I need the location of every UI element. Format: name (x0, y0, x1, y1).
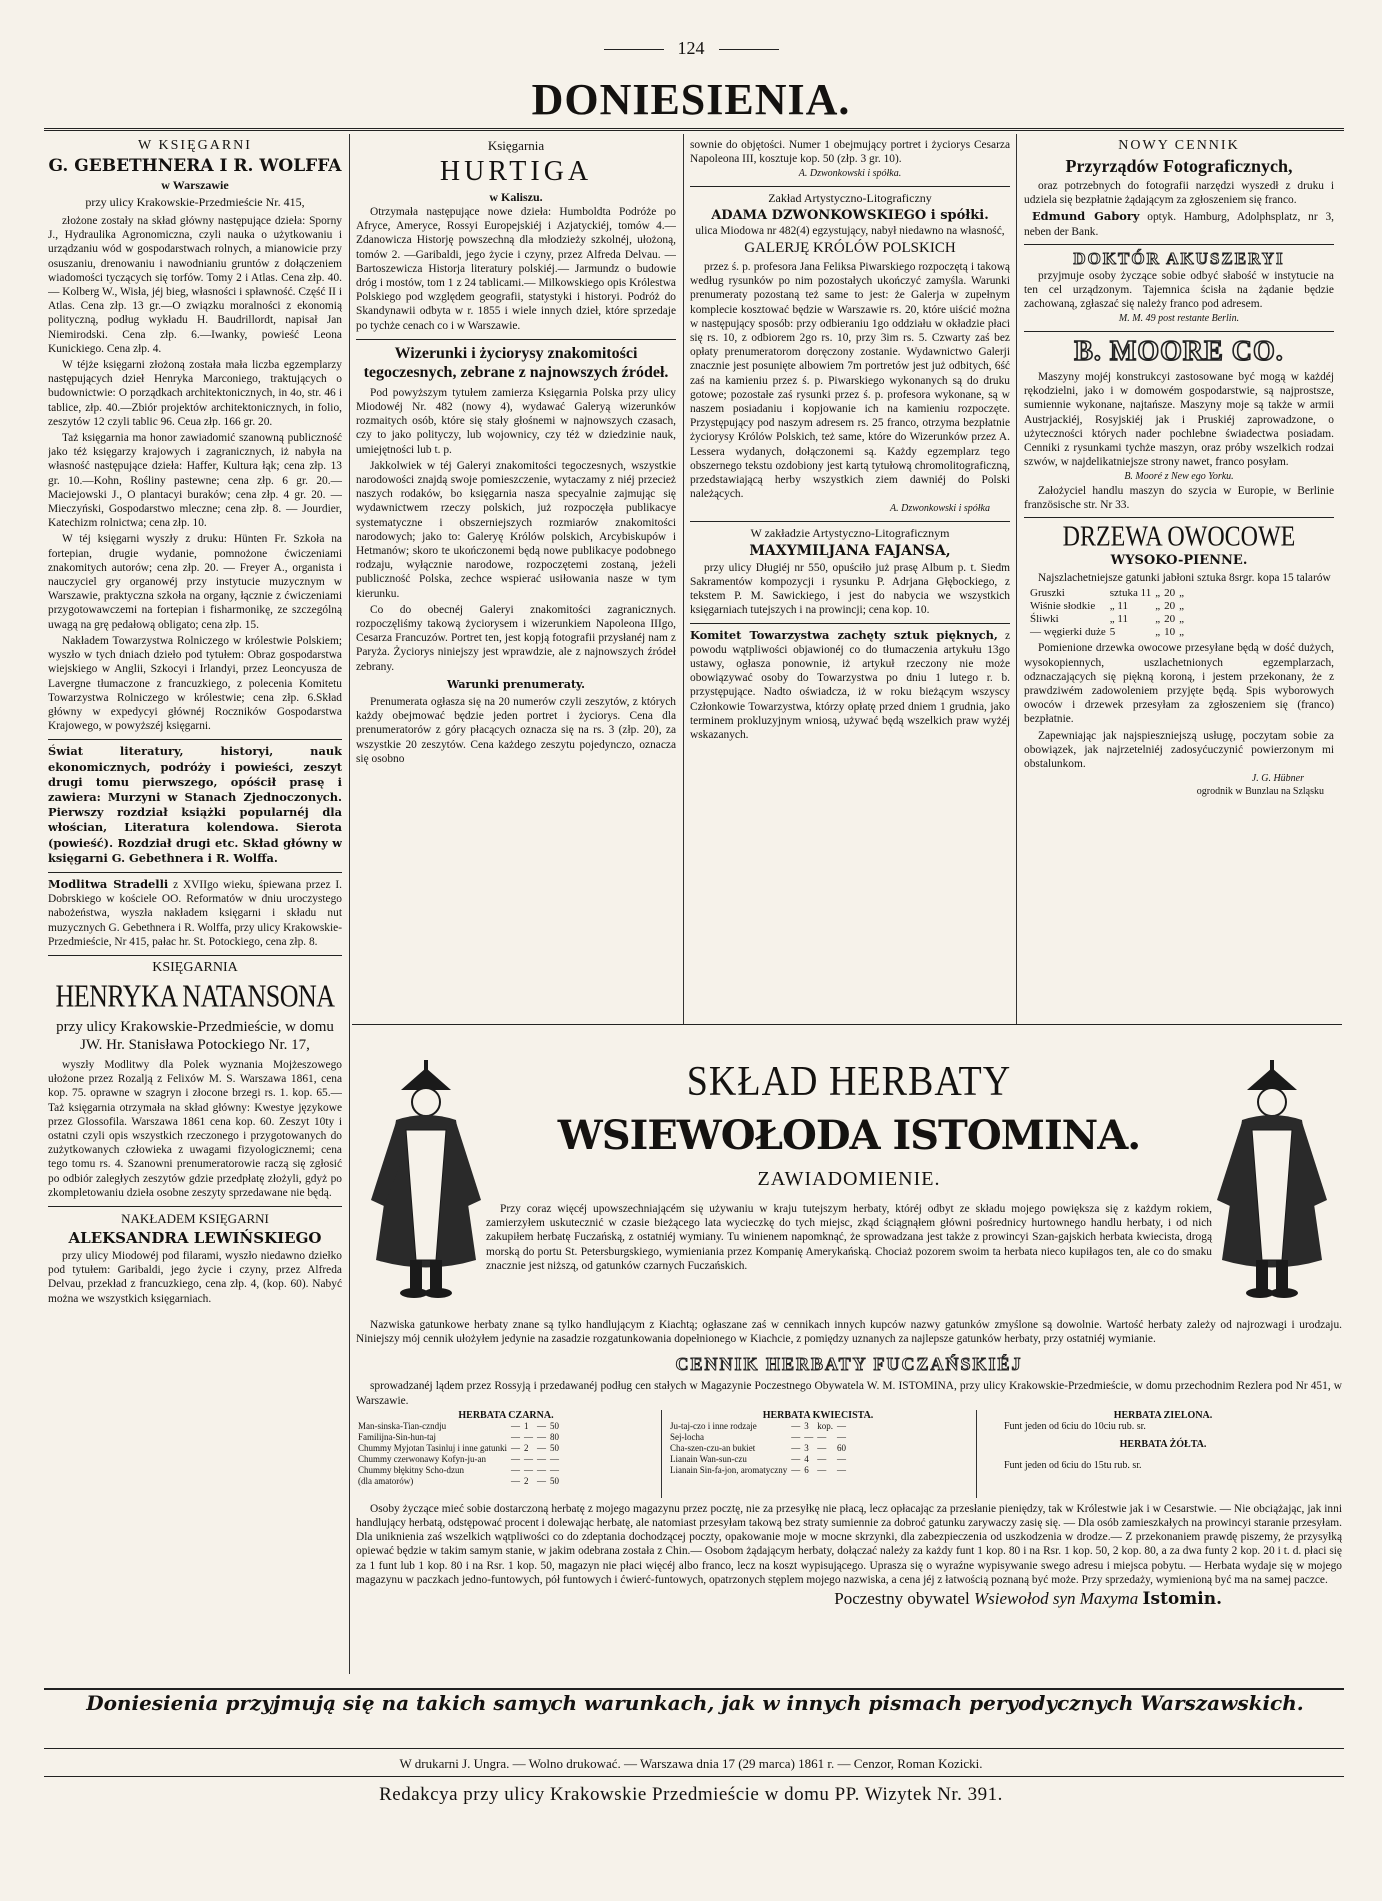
price-cell: „ (1155, 587, 1161, 600)
footer-notice: Doniesienia przyjmują się na takich samych warunkach, jak w innych pismach peryodycznych Warszawskich. (86, 1691, 1304, 1715)
price-cell: 50 (549, 1442, 559, 1453)
signature-surname: Istomin. (1142, 1589, 1222, 1610)
tea-price-row (356, 1432, 561, 1443)
price-item-name: Cha-szen-czu-an bukiet (670, 1442, 756, 1453)
fruit-price-row (1028, 600, 1186, 613)
price-item-name: Man-sinska-Tian-czndju (358, 1420, 447, 1431)
price-cell: — (523, 1453, 533, 1464)
column-4 (1024, 138, 1334, 1018)
price-cell: — (791, 1420, 801, 1431)
price-cell: 20 (1164, 613, 1176, 626)
advert-heading: DRZEWA OWOCOWE (1062, 521, 1296, 553)
price-cell: — (836, 1431, 846, 1442)
advert-fajans (690, 526, 1010, 618)
column-rule (349, 1024, 350, 1674)
price-cell: 2 (523, 1475, 529, 1486)
advert-text: Świat literatury, historyi, nauk ekonomicznych, podróży i powieści, zeszyt drugi tomu pierwszego, opóścił prasę i zawiera: Murzyni w Stanach Zjednoczonych. Pierwszy rozdział książki popularnéj dla włościan, Literatura kolendowa. Sierota (powieść). Rozdział drugi etc. Skład główny w księgarni G. Gebethnera i R. Wolffa. (48, 744, 342, 865)
advert-heading: W zakładzie Artystyczno-Litograficznym (750, 525, 950, 540)
price-item-name: Chummy czerwonawy Kofyn-ju-an (358, 1453, 486, 1464)
price-cell: „ (1155, 600, 1161, 613)
advert-hubner (1024, 521, 1334, 798)
tea-price-row (668, 1432, 848, 1443)
tea-price-row (356, 1421, 561, 1432)
header-rule (44, 128, 1344, 131)
price-cell: — (510, 1442, 520, 1453)
tea-green-heading: HERBATA ZIELONA. (1113, 1409, 1213, 1421)
price-item-name: (dla amatorów) (358, 1475, 414, 1486)
chinese-figure-right-illustration (1212, 1060, 1332, 1300)
advert-doktor (1024, 249, 1334, 326)
price-item-name: Lianain Sin-fa-jon, aromatyczny (670, 1464, 788, 1475)
price-list-title: CENNIK HERBATY FUCZAŃSKIÉJ (675, 1354, 1023, 1375)
advert-signature: B. Mooré z New ego Yorku. (1124, 471, 1234, 483)
page-number (0, 38, 1382, 59)
tea-yellow-price: Funt jeden od 6ciu do 15tu rub. sr. (1004, 1460, 1142, 1472)
advert-city: w Warszawie (161, 178, 229, 192)
price-item-name: Chummy Myjotan Tasinluj i inne gatunki (358, 1442, 507, 1453)
price-item-name: Lianain Wan-sun-czu (670, 1453, 747, 1464)
tea-price-tables (356, 1410, 1342, 1502)
advert-text: Nazwiska gatunkowe herbaty znane są tylko handlującym z Kiachtą; ogłaszane zaś w cennikach innych kupców nazwy gatunków zmyślone są dowolnie. Wartość herbaty zależy od najrozwagi i urodzaju. Niniejszy mój cennik ułożyłem jedynie na zasadzie rozgatunkowania dopełnionego w Kiachcie, z pomiędzy uznanych za najlepsze gatunków herbaty, przy ostatniéj wymianie. (356, 1319, 1342, 1346)
advert-heading: KSIĘGARNIA (152, 959, 238, 975)
price-cell: 50 (549, 1475, 559, 1486)
footer-rule (44, 1748, 1344, 1749)
price-cell: — (510, 1464, 520, 1475)
price-cell: — (549, 1464, 559, 1475)
price-item-name: Chummy błękitny Scho-dzun (358, 1464, 464, 1475)
price-cell: „ 11 (1109, 600, 1128, 613)
price-cell: — (791, 1442, 801, 1453)
footer-rule (44, 1776, 1344, 1777)
tea-price-row (356, 1454, 561, 1465)
advert-heading: W KSIĘGARNI (138, 138, 252, 153)
advert-signature: A. Dzwonkowski i spółka. (798, 168, 902, 180)
advert-text: przy ulicy Długiéj nr 550, opuściło już prasę Album p. t. Siedm Sakramentów kompozycji i rysunku P. Adrjana Głębockiego, z tekstem P. M. Sawickiego, i jest do nabycia we wszystkich księgarniach tutejszych i na prowincji; cena kop. 10. (690, 561, 1010, 617)
advert-signature: M. M. 49 post restante Berlin. (1118, 313, 1240, 325)
advert-text (1024, 209, 1334, 238)
price-cell: — (836, 1420, 846, 1431)
signature-name: Wsiewołod syn Maxyma (973, 1589, 1139, 1609)
advert-moore (1024, 336, 1334, 512)
footer-printer: W drukarni J. Ungra. — Wolno drukować. — Warszawa dnia 17 (29 marca) 1861 r. — Cenzor, Roman Kozicki. (399, 1756, 983, 1771)
column-rule (349, 134, 350, 1024)
price-cell: — (536, 1475, 546, 1486)
price-cell: — (536, 1464, 546, 1475)
column-rule (1016, 134, 1017, 1024)
advert-firm: HURTIGA (439, 156, 593, 187)
advert-subheading: ZAWIADOMIENIE. (757, 1168, 941, 1190)
tea-black-heading: HERBATA CZARNA. (458, 1409, 554, 1421)
price-cell: — (804, 1431, 814, 1442)
footer-rule (44, 1688, 1344, 1690)
column-rule (683, 134, 684, 1024)
advert-gebethner (48, 138, 342, 733)
advert-firm: B. MOORE CO. (1074, 335, 1284, 367)
tea-price-row (356, 1443, 561, 1454)
advert-text: przez ś. p. profesora Jana Feliksa Piwarskiego rozpoczętą i takową według rysunków po nim pozostałych ukończyć zamyśla. Warunki prenumeraty pozostaną też same to jest: że Galerja w zupełnym komplecie kosztować będzie w Warszawie rs. 20, które uiścić można w następujący sposób: przy odbieraniu 1go oddziału w okładzie płaci się rs. 10, z odbiorem 2go rs. 10, przy 3im rs. 5. Czwarty zaś bez opłaty prenumeratorom doręczony zostanie. Wydawnictwo Galerji znacznie jest posunięte albowiem 7m portretów jest już odbitych, 6ść zaś na kamieniu przez ś. p. Piwarskiego wykonanych są do druku gotowe; pozostałe zaś rysunki przez ś. p. profesora wykonane, są w naszem posiadaniu i kopjowanie ich na kamieniu rozpoczęte. Przystępujący pod naszym adresem rs. 25 franco, otrzyma bezpłatnie życiorysy Królów Polskich, też same, które do Wizerunków przez A. Lessera wydanych, dołączonemi są. Każdy egzemplarz tego obszernego tekstu ozdobiony jest kartą tytułową chromolitograficzną, przedstawiającą herby wszystkich ziem dawniéj do Polski należących. (690, 260, 1010, 501)
advert-text: Przy coraz więcéj upowszechniającém się używaniu w kraju tutejszym herbaty, któréj odbyt ze składu mojego powiększa się z każdym rokiem, zamierzyłem uskutecznić w czasie bieżącego lata wycieczkę do tych miejsc, zkąd ściągnąłem główni pośrednicy hurtownego handlu herbaty, i od nich zakupiłem herbatę Fuczańską, z ostatniéj wymiany. Tu winienem napomknąć, że sprowadzana jest także z prowincyi Szan-gajskich herbata kwiecista, drogą morską do portu St. Petersburgskiego, wymieniania przez Kompanię Amerykańską. Chociaż pozorem swoim ta herbata nieco kupiłagos ten, ale co do smaku znacznie jest niższą, od gatunków czarnych Fuczańskich. (486, 1203, 1212, 1272)
advert-text: Najszlachetniejsze gatunki jabłoni sztuka 8srgr. kopa 15 talarów (1038, 572, 1331, 585)
advert-hurtig (356, 138, 676, 333)
price-cell: 20 (1164, 587, 1176, 600)
advert-signature: J. G. Hübner (1251, 773, 1304, 785)
advert-heading: SKŁAD HERBATY (686, 1058, 1012, 1106)
advert-subheading: Warunki prenumeraty. (446, 677, 586, 691)
column-2 (356, 138, 676, 1018)
price-cell: „ (1179, 600, 1184, 613)
price-cell: „ (1179, 587, 1184, 600)
price-cell: — (536, 1420, 546, 1431)
price-cell: — (510, 1453, 520, 1464)
fruit-price-row (1028, 587, 1186, 600)
advert-heading: Wizerunki i życiorysy znakomitości tegoczesnych, zebrane z najnowszych źródeł. (363, 344, 669, 381)
advert-text: przyjmuje osoby życzące sobie odbyć słabość w instytucie na ten cel urządzonym. Tajemnica ścisła na żądanie będzie zachowaną, zgłaszać się należy franco pod adresem. (1024, 269, 1334, 311)
price-cell: — (549, 1453, 559, 1464)
price-item-name: Ju-taj-czo i inne rodzaje (670, 1420, 757, 1431)
price-cell: — (817, 1453, 827, 1464)
tea-price-row (668, 1421, 848, 1432)
advert-address: przy ulicy Krakowskie-Przedmieście Nr. 415, (85, 195, 305, 209)
advert-heading: NAKŁADEM KSIĘGARNI (121, 1210, 269, 1226)
advert-text: Założyciel handlu maszyn do szycia w Europie, w Berlinie französische str. Nr 33. (1024, 484, 1334, 512)
advert-address: przy ulicy Krakowskie-Przedmieście, w domu JW. Hr. Stanisława Potockiego Nr. 17, (56, 1018, 334, 1053)
advert-text: W téjże księgarni złożoną została mała liczba egzemplarzy następujących dzieł Henryka Marconiego, traktujących o budownictwie: O porządkach architektonicznych, in 4o, str. 46 i tablice, złp. 40.—Zbiór projektów architektonicznych, in folio, zeszytów 12 czyli tablic 96. Ceua złp. 166 gr. 20. (48, 359, 342, 428)
advert-text: Pomienione drzewka owocowe przesyłane będą w dość dużych, wysokopiennych, uszlachetnionych egzemplarzach, odznaczających się piękną koroną, i jestem przekonany, że z prawdziwém zadowoleniem przyjęte będą. Spis wyborowych owoców i drzewek przesyłam za zgłoszeniem się (franco) bezpłatnie. (1024, 642, 1334, 726)
advert-text: wyszły Modlitwy dla Polek wyznania Mojżeszowego ułożone przez Rozalją z Felixów M. S. Warszawa 1861, cena kop. 75. oprawne w szagryn i złocone brzegi rs. 1. kop. 65.— Taż księgarnia otrzymała na skład główny: Kwestye językowe przez Glossofila. Warszawa 1861 cena kop. 60. Zeszyt 10ty i ostatni czyli opis wszystkich rzeczonego i przygotowanych do zużytkowanych człowieka z uwagami fizyologicznemi; cena tego tomu rs. 4. Szanowni prenumeratorowie raczą się zgłosić po odbiór zaległych zeszytów gdzie przedpłatę złożyli, gdyż po zkompletowaniu dzieła osobne zeszyty sprzedawane nie będą. (48, 1058, 342, 1199)
advert-wizerunki (356, 344, 676, 766)
price-cell: 5 (1109, 626, 1116, 639)
price-cell: kop. (817, 1420, 833, 1431)
price-cell: 6 (804, 1464, 809, 1475)
price-cell: — (817, 1431, 827, 1442)
price-cell: „ 11 (1109, 613, 1128, 626)
advert-text: Jakkolwiek w téj Galeryi znakomitości tegoczesnych, wszystkie narodowości znajdą swoje pomieszczenie, wytaczamy z niéj przecież naszych rodaków, bo księgarnia nasza specyalnie zajmując się wydawnictwem rzeczy polskich, już rozpoczęła publikacye systematyczne i obszerniejszych rozmiarów znakomitości narodowych; jako to: Galeryę Królów polskich, Arcybiskupów i Hetmanów; skoro te ukończonemi będą nowe publikacye podobnego rodzaju, wyłącznie narodowe, rozpoczętemi zostaną, jeżeli publiczność Polska, zechce wspierać usiłowania nasze w tym kierunku. (356, 459, 676, 600)
advert-city: w Kaliszu. (489, 190, 543, 204)
advert-firm: HENRYKA NATANSONA (55, 978, 335, 1014)
price-item-name: — węgierki duże (1030, 626, 1106, 639)
page-title: DONIESIENIA. (531, 75, 851, 124)
price-cell: 60 (836, 1442, 846, 1453)
advert-firm: ADAMA DZWONKOWSKIEGO i spółki. (711, 207, 989, 223)
advert-text: z powodu wątpliwości objawionéj co do tłumaczenia artykułu 13go ustawy, ogłasza ponownie, iż artykuł rzeczony nie może obowiązywać osoby do Towarzystwa po dniu 1 lutego r. b. przystępujące. Nadto oświadcza, iż w roku bieżącym wszyscy Członkowie Towarzystwa, którzy opłatę przed dniem 1 grudnia, jako terminem prokluzyjnym wniosą, używać będą wszelkich praw wyżéj wskazanych. (690, 629, 1010, 742)
tea-price-row (668, 1443, 848, 1454)
price-cell: — (536, 1442, 546, 1453)
advert-firm: MAXYMILJANA FAJANSA, (749, 542, 951, 559)
price-item-name: Sej-locha (670, 1431, 704, 1442)
advert-text: Nakładem Towarzystwa Rolniczego w królestwie Polskiem; wyszło w tych dniach dzieło pod tytułem: Obraz gospodarstwa wiejskiego w Anglii, Szkocyi i Irlandyi, przez Leoncyusza de Lavergne tłumaczone z francuzkiego, z polecenia Komitetu Towarzystwa Rolniczego w królestwie; cena złp. 6.Skład główny w expedycyi głównéj Roczników Gospodarstwa Krajowego, w powyższéj księgarni. (48, 634, 342, 733)
advert-text: Pod powyższym tytułem zamierza Księgarnia Polska przy ulicy Miodowéj Nr. 482 (nowy 4), wydawać Galeryą wizerunków rozmaitych osób, które się stały głośnemi w najnowszych czasach, czy to jako polityczy, lub wojownicy, czy téż w dziedzinie nauk, umiejętności lub t. p. (356, 386, 676, 456)
fruit-price-table (1028, 587, 1186, 639)
footer-editor: Redakcya przy ulicy Krakowskie Przedmieście w domu PP. Wizytek Nr. 391. (379, 1784, 1003, 1805)
price-cell: 1 (523, 1420, 529, 1431)
advert-text: z XVIIgo wieku, śpiewana przez I. Dobrskiego w kościele OO. Reformatów w dniu uroczystego nabożeństwa, wyszła nakładem księgarni i składu nut muzycznych G. Gebethnera i R. Wolffa, przy ulicy Krakowskie-Przedmieście, Nr 415, pałac hr. St. Potockiego, cena złp. 8. (48, 878, 342, 948)
advert-heading: Zakład Artystyczno-Litograficzny (768, 190, 932, 205)
price-cell: — (836, 1453, 846, 1464)
price-cell: — (791, 1431, 801, 1442)
advert-natanson (48, 960, 342, 1200)
price-cell: 10 (1164, 626, 1176, 639)
price-item-name: Gruszki (1030, 587, 1065, 600)
advert-swiat (48, 744, 342, 866)
advert-text: sownie do objętości. Numer 1 obejmujący portret i życiorys Cesarza Napoleona III, kosztuje kop. 50 (złp. 3 gr. 10). (690, 139, 1010, 166)
advert-gabory (1024, 138, 1334, 239)
tea-price-row (356, 1476, 561, 1487)
advert-komitet (690, 628, 1010, 743)
chinese-figure-left-illustration (366, 1060, 486, 1300)
price-item-name: Śliwki (1030, 613, 1059, 626)
price-cell: 4 (804, 1453, 809, 1464)
advert-text: przy ulicy Miodowéj pod filarami, wyszło niedawno dziełko pod tytułem: Garibaldi, jego życie i czyny, przez Alfreda Delvau, przekład z francuzkiego, cena złp. 4, (kop. 60). Nabyć można we wszystkich księgarniach. (48, 1249, 342, 1305)
tea-black-table (356, 1421, 561, 1487)
advert-firm: ALEKSANDRA LEWIŃSKIEGO (68, 1228, 322, 1247)
advert-firm: WSIEWOŁODA ISTOMINA. (557, 1112, 1141, 1159)
advert-subheading: WYSOKO-PIENNE. (1110, 553, 1248, 569)
advert-text: Zapewniając jak najspieszniejszą usługę, poczytam sobie za obowiązek, jak najrzetelniéj zadosyćuczynić powierzonym mi obstalunkom. (1024, 729, 1334, 771)
tea-flower-table (668, 1421, 848, 1476)
price-cell: — (791, 1464, 801, 1475)
advert-heading: Księgarnia (487, 138, 545, 153)
price-cell: — (510, 1420, 520, 1431)
price-item-name: Familijna-Sin-hun-taj (358, 1431, 436, 1442)
advert-text: Taż księgarnia ma honor zawiadomić szanowną publiczność jako téż księgarzy krajowych i zagranicznych, iż nabyła na własność następujące dzieła: Haffer, Kultura łąk; cena złp. 13 gr. 10.—Kohn, Rośliny pastewne; cena złp. 6 gr. 20.—Maciejowski J., O plantacyi buraków; cena złp. 4 gr. 20. — Mieczyński, Gospodarstwo mleczne; cena złp. 8. — Jourdier, Katechizm rolnictwa; cena złp. 10. (48, 432, 342, 530)
price-cell: sztuka 11 (1109, 587, 1152, 600)
fruit-price-row (1028, 626, 1186, 639)
advert-heading: DOKTÓR AKUSZERYI (1073, 248, 1285, 268)
advert-address: optyk. Hamburg, Adolphsplatz, nr 3, neben der Bank. (1024, 211, 1334, 238)
price-item-name: Wiśnie słodkie (1030, 600, 1096, 613)
advert-lead: Komitet Towarzystwa zachęty sztuk pięknych, (690, 627, 998, 642)
advert-istomin (356, 1030, 1342, 1680)
tea-price-row (668, 1454, 848, 1465)
advert-firm: G. GEBETHNERA I R. WOLFFA (48, 156, 342, 176)
advert-signature: ogrodnik w Bunzlau na Szląsku (1196, 785, 1324, 797)
advert-signature: A. Dzwonkowski i spółka (890, 503, 990, 515)
advert-modlitwa (48, 877, 342, 949)
tea-flower-heading: HERBATA KWIECISTA. (762, 1409, 874, 1421)
price-cell: „ (1179, 613, 1184, 626)
page-number-text: 124 (677, 38, 705, 58)
tea-price-row (668, 1465, 848, 1476)
price-cell: „ (1155, 613, 1161, 626)
advert-signature (356, 1589, 1342, 1609)
price-cell: 2 (523, 1442, 529, 1453)
advert-text: W téj księgarni wyszły z druku: Hünten Fr. Szkoła na fortepian, drugie wydanie, pomnożone ćwiczeniami znakomitych autorów; cena złp. 20. — Freyer A., organista i nauczyciel gry organowéj przy instytucie muzycznym w Warszawie, praktyczna szkoła na organy, łącznie z ćwiczeniami przygotowawczemi na fortepian i fisharmonikę, ze szczególną uwagą na grę pedałową obligato; cena złp. 15. (48, 533, 342, 631)
price-cell: 3 (804, 1420, 809, 1431)
price-cell: — (791, 1453, 801, 1464)
advert-lead: Modlitwa Stradelli (48, 876, 169, 891)
advert-heading: NOWY CENNIK (1118, 138, 1240, 153)
advert-firm: Przyrządów Fotograficznych, (1065, 156, 1293, 176)
advert-text: Co do obecnéj Galeryi znakomitości zagranicznych. rozpoczęliśmy takową życiorysem i wizerunkiem Napoleona IIIgo, Cesarza Francuzów. Portret ten, jest kopją fotografii przysłanéj nam z Paryża. Życiorys niniejszy jest wprawdzie, ale z najnowszych źródeł zebrany. (356, 603, 676, 673)
advert-name: Edmund Gabory (1032, 209, 1140, 224)
price-cell: „ (1155, 626, 1161, 639)
advert-text: Maszyny mojéj konstrukcyi zastosowane być mogą w każdéj rękodzielni, jako i w domowém gospodarstwie, są najprostsze, sumiennie wykonane, najtańsze. Maszyny moje są także w armii Austrjackiéj, Rosyjskiéj jak i Pruskiéj zaprowadzone, o użyteczności których nader pochlebne świadectwa posiadam. Cenniki z rysunkami tychże maszyn, oraz próby wszelkich rodzai szwów, w najdelikatniejsze strony nawet, franco posyłam. (1024, 370, 1334, 469)
advert-dzwonkowski (690, 191, 1010, 516)
price-cell: — (510, 1475, 520, 1486)
signature-lead: Poczestny obywatel (834, 1589, 970, 1609)
tea-price-row (356, 1465, 561, 1476)
advert-title: GALERJĘ KRÓLÓW POLSKICH (744, 239, 956, 256)
advert-address: ulica Miodowa nr 482(4) egzystujący, nabył niedawno na własność, (695, 224, 1005, 237)
advert-text: złożone zostały na skład główny następujące dzieła: Sporny J., Hydraulika Agronomiczna, czyli nauka o użytkowaniu i urządzaniu wód w gospodarstwach rolnych, a mianowicie przy osuszaniu, drenowaniu i nawodnianiu gruntów z dołączeniem wiadomości tyczących się torfów. Tomy 2 i Atlas. Cena złp. 40.— Kolberg W., Wisła, jéj bieg, własności i spławność. Część II i Atlas. Cena złp. 13 gr.—O związku moralności z ekonomią polityczną, podług wykładu H. Baudrillordt, napisał Jan Niemirodski. Cena złp. 6.—Iwanky, powieść Leona Kunickiego. Cena złp. 4. (48, 215, 342, 355)
price-cell: — (510, 1431, 520, 1442)
price-cell: „ (1179, 626, 1184, 639)
price-cell: — (836, 1464, 846, 1475)
price-cell: — (523, 1431, 533, 1442)
advert-text: Prenumerata ogłasza się na 20 numerów czyli zeszytów, z których każdy obejmować będzie jeden portret i życiorys. Cena dla prenumeratorów z góry płacących oznacza się na rs. 3 (złp. 20), za wszystkie 20 zeszytów. Cena każdego zeszytu pojedynczo, oznacza się osobno (356, 695, 676, 765)
column-1 (48, 138, 342, 1683)
advert-lewinski (48, 1211, 342, 1306)
price-cell: — (536, 1453, 546, 1464)
advert-text: oraz potrzebnych do fotografii narzędzi wyszedł z druku i udziela się bezpłatnie żądającym za zgłoszeniem się franco. (1024, 180, 1334, 207)
section-rule (352, 1024, 1342, 1025)
advert-text: sprowadzanéj lądem przez Rossyją i przedawanéj podług cen stałych w Magazynie Poczestnego Obywatela W. M. ISTOMINA, przy ulicy Krakowskie-Przedmieście, w domu przechodnim Rezlera pod Nr 451, w Warszawie. (356, 1380, 1342, 1407)
price-cell: — (523, 1464, 533, 1475)
price-cell: 3 (804, 1442, 809, 1453)
advert-text: Otrzymała następujące nowe dzieła: Humboldta Podróże po Afryce, Ameryce, Rossyi Europejskiéj i Azjatyckiéj, tomów 4.—Zdanowicza Historję powszechną dla młodzieży szkolnéj, ułożoną, tomów 2. —Garibaldi, jego życie i czyny, przez Alfreda Delvau. — Bartoszewicza Historja literatury polskiéj.— Jarmundz o budowie dróg i mostów, tom 1 z 24 tablicami.— Milkowskiego opis Królestwa Polskiego pod względem geografii, statystyki i historyi. Podróż do Skandynawii odbyta w r. 1855 i wiele innych dzieł, które sprzedaje po tychże cenach co i w Warszawie. (356, 206, 676, 332)
price-cell: — (536, 1431, 546, 1442)
price-cell: 50 (549, 1420, 559, 1431)
price-cell: — (817, 1442, 827, 1453)
price-cell: — (817, 1464, 827, 1475)
tea-yellow-heading: HERBATA ŻÓŁTA. (1119, 1439, 1207, 1451)
tea-green-price: Funt jeden od 6ciu do 10ciu rub. sr. (1004, 1420, 1146, 1432)
price-cell: 80 (549, 1431, 559, 1442)
price-cell: 20 (1164, 600, 1176, 613)
advert-text: Osoby życzące mieć sobie dostarczoną herbatę z mojego magazynu przez pocztę, nie za przesyłkę nie płacą, lecz opłacając za przesłanie pieniędzy, tak w Królestwie jak i w Cesarstwie. — Nie obciążając, jak inni handlujący herbatą, odstępować procent i dolewając herbatę, ale natomiast przesyłam takową bez straty sumiennie za dobroć gatunku zarywaczy zasię się. — Dla osób zamieszkałych na prowincyi staranie przesyłam. Dla uniknienia zaś wszelkich wątpliwości co do zdeptania dochodzącej poczty, opakowanie moje w mocne skrzynki, dla zabezpieczenia od uszkodzenia w drodze.— Z przekonaniem prawdę piszemy, że przysyłką opiewać będzie w takim samym stanie, w jakim odebrana została z Chin.— Osobom żądającym herbaty, dołączać należy za każdy funt 1 kop. 80 i na Rsr. 1 kop. 50, 2 kop. 80, a za dwa funty 2 kop. 20 i t. d. płaci się za 1 funt lub 1 kop. 80 i na Rsr. 1 kop. 50, magazyn nie płaci więcéj albo franco, lecz na koszt wypisującego. Uprasza się o wyraźne wypisywanie swego adresu i miejsca pobytu. — Herbata wydaje się w mojego magazynu w paczkach jedno-funtowych, pół funtowych i ćwierć-funtowych, opatrzonych stęplem mojego nazwiska, a cena jéj z łatwością poznaną być może. Przy sprzedaży, wymienioną być ma na samej paczce. (356, 1502, 1342, 1586)
fruit-price-row (1028, 613, 1186, 626)
column-3 (690, 138, 1010, 1018)
